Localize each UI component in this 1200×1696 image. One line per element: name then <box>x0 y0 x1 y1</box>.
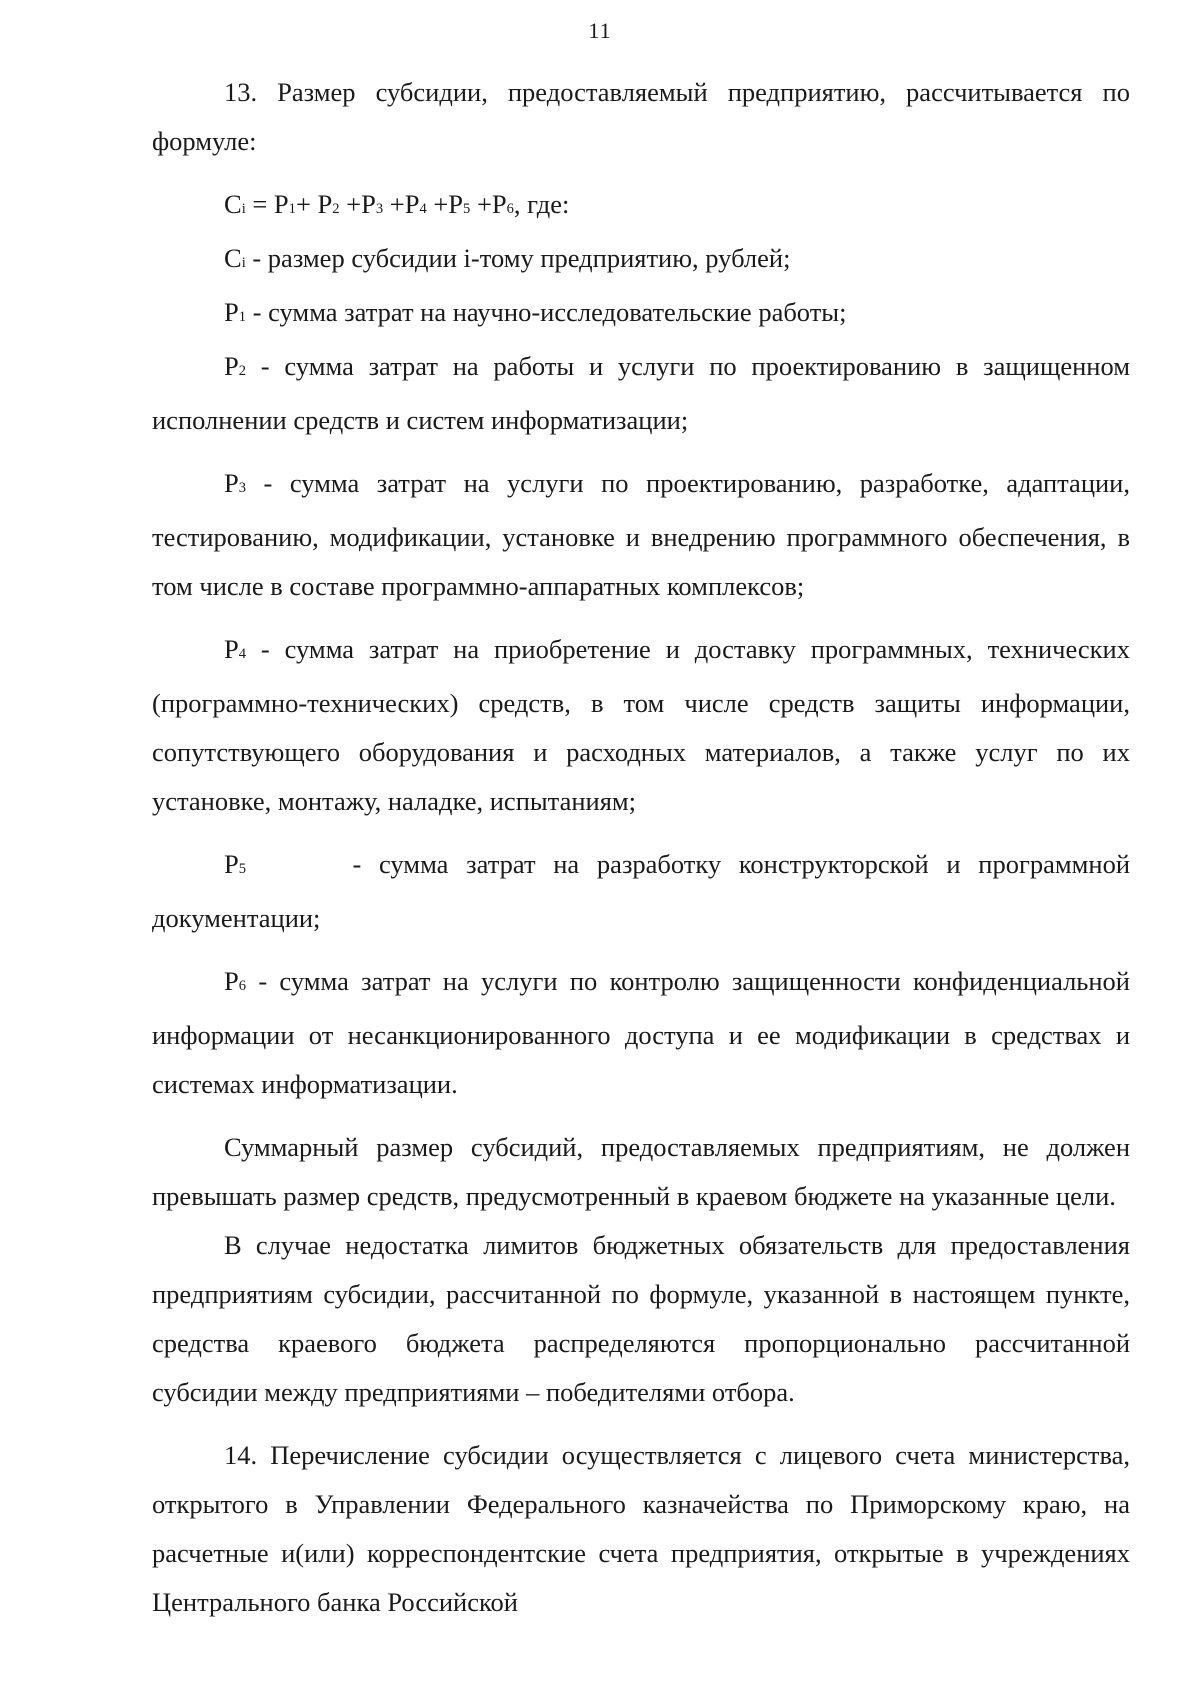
definition-p2 <box>152 342 1130 445</box>
formula-c-sub: i <box>241 201 246 217</box>
formula-tail: , где: <box>513 189 570 219</box>
definition-c-symbol: C <box>224 243 242 273</box>
formula-sub-4: 4 <box>419 201 427 217</box>
definition-p2-symbol: P <box>224 351 239 381</box>
definition-p1-symbol: P <box>224 297 239 327</box>
formula-sub-1: 1 <box>288 201 296 217</box>
paragraph-14: 14. Перечисление субсидии осуществляется с лицевого счета министерства, открытого в Управлении Федерального казначейства по Приморскому краю, на расчетные и(или) корреспондентские счета предприятия, открытые в учреждениях Центрального банка Российской <box>152 1440 1130 1617</box>
definition-p1 <box>152 288 1130 342</box>
formula-term-6: +P <box>470 189 507 219</box>
definition-p2-text: - сумма затрат на работы и услуги по проектированию в защищенном исполнении средств и систем информатизации; <box>152 351 1130 435</box>
paragraph-total-limit: Суммарный размер субсидий, предоставляемых предприятиям, не должен превышать размер средств, предусмотренный в краевом бюджете на указанные цели. <box>152 1132 1130 1211</box>
formula-sub-6: 6 <box>506 201 514 217</box>
definition-p5-sub: 5 <box>238 861 247 877</box>
document-body <box>152 68 1137 1627</box>
definition-c <box>152 234 1130 288</box>
definition-p5-symbol: P <box>224 849 239 879</box>
definition-p1-text: - сумма затрат на научно-исследовательские работы; <box>246 297 847 327</box>
formula-eq: = P <box>245 189 289 219</box>
definition-p6 <box>152 957 1130 1109</box>
paragraph-13-intro: 13. Размер субсидии, предоставляемый предприятию, рассчитывается по формуле: <box>152 77 1130 156</box>
formula-term-3: +P <box>339 189 376 219</box>
formula-term-4: +P <box>383 189 420 219</box>
definition-p3 <box>152 459 1130 611</box>
formula-sub-3: 3 <box>375 201 384 217</box>
definition-p4 <box>152 625 1130 826</box>
definition-p3-sub: 3 <box>238 480 247 496</box>
formula-sub-2: 2 <box>332 201 340 217</box>
definition-p1-sub: 1 <box>238 309 247 325</box>
definition-p4-sub: 4 <box>238 646 247 662</box>
formula-c: C <box>224 189 242 219</box>
definition-p6-text: - сумма затрат на услуги по контролю защищенности конфиденциальной информации от несанкционированного доступа и ее модификации в средствах и системах информатизации. <box>152 966 1130 1099</box>
formula-term-5: +P <box>426 189 464 219</box>
formula-sub-5: 5 <box>463 201 471 217</box>
definition-p4-symbol: P <box>224 634 239 664</box>
definition-p4-text: - сумма затрат на приобретение и доставку программных, технических (программно-технических) средств, в том числе средств защиты информации, сопутствующего оборудования и расходных материалов, а также услуг по их установке, монтажу, наладке, испытаниям; <box>152 634 1130 816</box>
definition-p6-sub: 6 <box>238 978 247 994</box>
definition-c-sub: i <box>241 255 246 271</box>
subsidy-formula <box>152 180 1130 234</box>
definition-c-text: - размер субсидии i-тому предприятию, рублей; <box>245 243 791 273</box>
definition-p2-sub: 2 <box>238 363 247 379</box>
definition-p3-symbol: P <box>224 468 239 498</box>
definition-p6-symbol: P <box>224 966 239 996</box>
page-number: 11 <box>588 18 612 43</box>
definition-p3-text: - сумма затрат на услуги по проектированию, разработке, адаптации, тестированию, модификации, установке и внедрению программного обеспечения, в том числе в составе программно-аппаратных комплексов; <box>152 468 1130 601</box>
definition-p5 <box>152 840 1137 943</box>
paragraph-shortage: В случае недостатка лимитов бюджетных обязательств для предоставления предприятиям субсидии, рассчитанной по формуле, указанной в настоящем пункте, средства краевого бюджета распределяются пропорционально рассчитанной субсидии между предприятиями – победителями отбора. <box>152 1230 1130 1407</box>
formula-term-2: + P <box>295 189 333 219</box>
definition-p5-text: - сумма затрат на разработку конструкторской и программной документации; <box>152 849 1137 933</box>
